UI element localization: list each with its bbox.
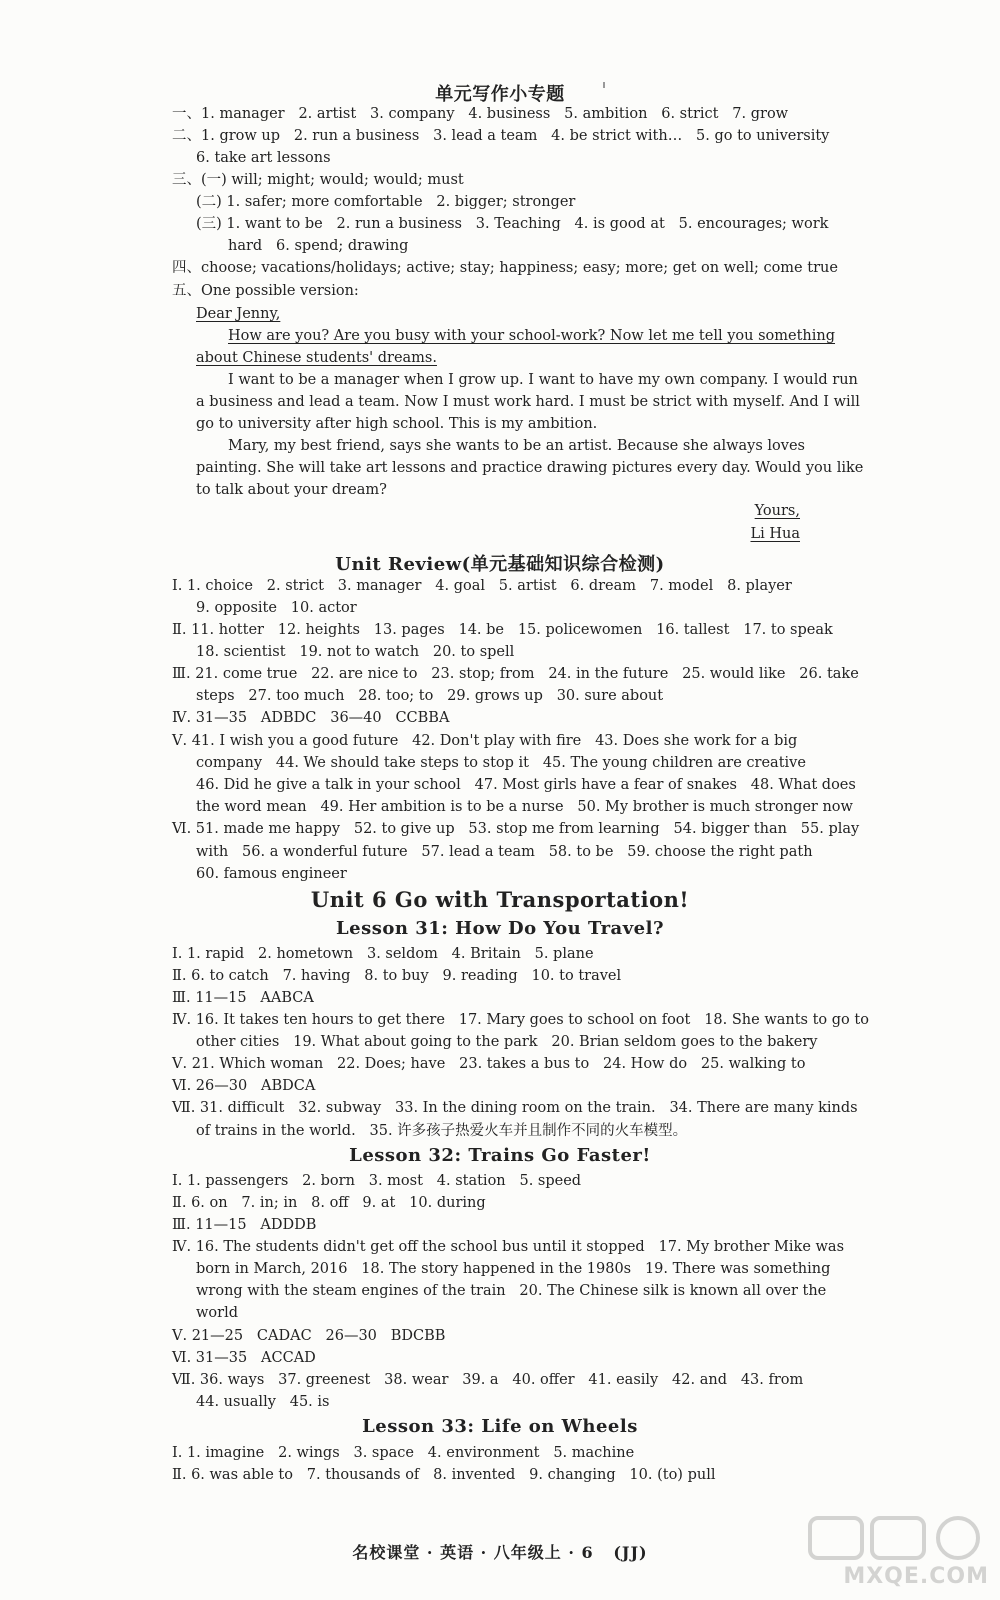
answer-line: the word mean 49. Her ambition is to be a nurse 50. My brother is much stronger now bbox=[196, 799, 853, 815]
letter-closing: Yours, bbox=[754, 503, 800, 519]
answer-line: Ⅵ. 26—30 ABDCA bbox=[172, 1078, 316, 1094]
answer-line: 三、(一) will; might; would; would; must bbox=[172, 172, 464, 188]
answer-line: 18. scientist 19. not to watch 20. to spell bbox=[196, 644, 515, 660]
answer-line: Ⅰ. 1. passengers 2. born 3. most 4. station 5. speed bbox=[172, 1173, 582, 1189]
answer-line: (三) 1. want to be 2. run a business 3. Teaching 4. is good at 5. encourages; work bbox=[196, 216, 829, 232]
answer-line: Ⅴ. 21—25 CADAC 26—30 BDCBB bbox=[172, 1328, 446, 1344]
answer-line: other cities 19. What about going to the park 20. Brian seldom goes to the bakery bbox=[196, 1034, 818, 1050]
answer-line: Ⅰ. 1. rapid 2. hometown 3. seldom 4. Britain 5. plane bbox=[172, 946, 594, 962]
lesson-title: Lesson 31: How Do You Travel? bbox=[335, 918, 665, 939]
answer-line: 四、choose; vacations/holidays; active; stay; happiness; easy; more; get on well; come true bbox=[172, 260, 838, 276]
lesson-title: Lesson 32: Trains Go Faster! bbox=[349, 1145, 651, 1166]
answer-line: steps 27. too much 28. too; to 29. grows up 30. sure about bbox=[196, 688, 664, 704]
letter-text: Mary, my best friend, says she wants to be an artist. Because she always loves bbox=[228, 438, 805, 454]
answer-line: of trains in the world. 35. 许多孩子热爱火车并且制作不同的火车模型。 bbox=[196, 1123, 688, 1139]
answer-line: 60. famous engineer bbox=[196, 866, 347, 882]
answer-line: Ⅰ. 1. choice 2. strict 3. manager 4. goal 5. artist 6. dream 7. model 8. player bbox=[172, 578, 792, 594]
answer-line: (二) 1. safer; more comfortable 2. bigger; stronger bbox=[196, 194, 576, 210]
letter-text: painting. She will take art lessons and practice drawing pictures every day. Would you like bbox=[196, 460, 864, 476]
unit-review-title: Unit Review(单元基础知识综合检测) bbox=[335, 554, 665, 575]
page-footer: 名校课堂 · 英语 · 八年级上 · 6 (JJ) bbox=[352, 1543, 648, 1562]
answer-line: hard 6. spend; drawing bbox=[228, 238, 409, 254]
answer-line: Ⅳ. 16. The students didn't get off the school bus until it stopped 17. My brother Mike was bbox=[172, 1239, 845, 1255]
answer-line: Ⅵ. 31—35 ACCAD bbox=[172, 1350, 316, 1366]
letter-text: about Chinese students' dreams. bbox=[196, 350, 437, 366]
answer-line: Ⅴ. 21. Which woman 22. Does; have 23. takes a bus to 24. How do 25. walking to bbox=[172, 1056, 806, 1072]
answer-line: Ⅱ. 6. on 7. in; in 8. off 9. at 10. during bbox=[172, 1195, 486, 1211]
answer-line: Ⅶ. 31. difficult 32. subway 33. In the dining room on the train. 34. There are many kinds bbox=[172, 1100, 858, 1116]
answer-line: 二、1. grow up 2. run a business 3. lead a team 4. be strict with… 5. go to university bbox=[172, 128, 830, 144]
answer-line: 44. usually 45. is bbox=[196, 1394, 330, 1410]
letter-text: to talk about your dream? bbox=[196, 482, 387, 498]
answer-line: with 56. a wonderful future 57. lead a team 58. to be 59. choose the right path bbox=[196, 844, 813, 860]
answer-line: Ⅲ. 11—15 AABCA bbox=[172, 990, 314, 1006]
letter-text: How are you? Are you busy with your school-work? Now let me tell you something bbox=[228, 328, 836, 344]
letter-text: go to university after high school. This is my ambition. bbox=[196, 416, 598, 432]
answer-line: Ⅳ. 31—35 ADBDC 36—40 CCBBA bbox=[172, 710, 450, 726]
answer-line: 五、One possible version: bbox=[172, 283, 359, 299]
letter-text: I want to be a manager when I grow up. I want to have my own company. I would run bbox=[228, 372, 858, 388]
answer-line: company 44. We should take steps to stop it 45. The young children are creative bbox=[196, 755, 806, 771]
writing-section-title: 单元写作小专题 bbox=[435, 84, 565, 105]
answer-line: Ⅶ. 36. ways 37. greenest 38. wear 39. a 40. offer 41. easily 42. and 43. from bbox=[172, 1372, 804, 1388]
answer-line: 一、1. manager 2. artist 3. company 4. business 5. ambition 6. strict 7. grow bbox=[172, 106, 789, 122]
watermark-text: MXQE.COM bbox=[843, 1564, 989, 1589]
answer-line: wrong with the steam engines of the train 20. The Chinese silk is known all over the bbox=[196, 1283, 827, 1299]
answer-line: born in March, 2016 18. The story happened in the 1980s 19. There was something bbox=[196, 1261, 831, 1277]
answer-line: 46. Did he give a talk in your school 47. Most girls have a fear of snakes 48. What does bbox=[196, 777, 856, 793]
unit-title: Unit 6 Go with Transportation! bbox=[310, 887, 690, 912]
answer-line: world bbox=[196, 1305, 238, 1321]
answer-line: Ⅲ. 11—15 ADDDB bbox=[172, 1217, 317, 1233]
answer-line: Ⅱ. 6. to catch 7. having 8. to buy 9. reading 10. to travel bbox=[172, 968, 622, 984]
answer-line: Ⅵ. 51. made me happy 52. to give up 53. stop me from learning 54. bigger than 55. play bbox=[172, 821, 860, 837]
letter-text: a business and lead a team. Now I must work hard. I must be strict with myself. And I will bbox=[196, 394, 860, 410]
answer-line: Ⅱ. 6. was able to 7. thousands of 8. invented 9. changing 10. (to) pull bbox=[172, 1467, 716, 1483]
lesson-title: Lesson 33: Life on Wheels bbox=[362, 1416, 638, 1437]
answer-line: Ⅳ. 16. It takes ten hours to get there 17. Mary goes to school on foot 18. She wants to go to bbox=[172, 1012, 869, 1028]
answer-line: Ⅰ. 1. imagine 2. wings 3. space 4. environment 5. machine bbox=[172, 1445, 635, 1461]
answer-line: 9. opposite 10. actor bbox=[196, 600, 357, 616]
watermark-logo bbox=[800, 1510, 995, 1595]
letter-greeting: Dear Jenny, bbox=[196, 306, 281, 322]
answer-line: Ⅲ. 21. come true 22. are nice to 23. stop; from 24. in the future 25. would like 26. take bbox=[172, 666, 859, 682]
letter-signature: Li Hua bbox=[750, 526, 800, 542]
answer-line: Ⅱ. 11. hotter 12. heights 13. pages 14. be 15. policewomen 16. tallest 17. to speak bbox=[172, 622, 833, 638]
answer-line: Ⅴ. 41. I wish you a good future 42. Don't play with fire 43. Does she work for a big bbox=[172, 733, 798, 749]
answer-line: 6. take art lessons bbox=[196, 150, 331, 166]
